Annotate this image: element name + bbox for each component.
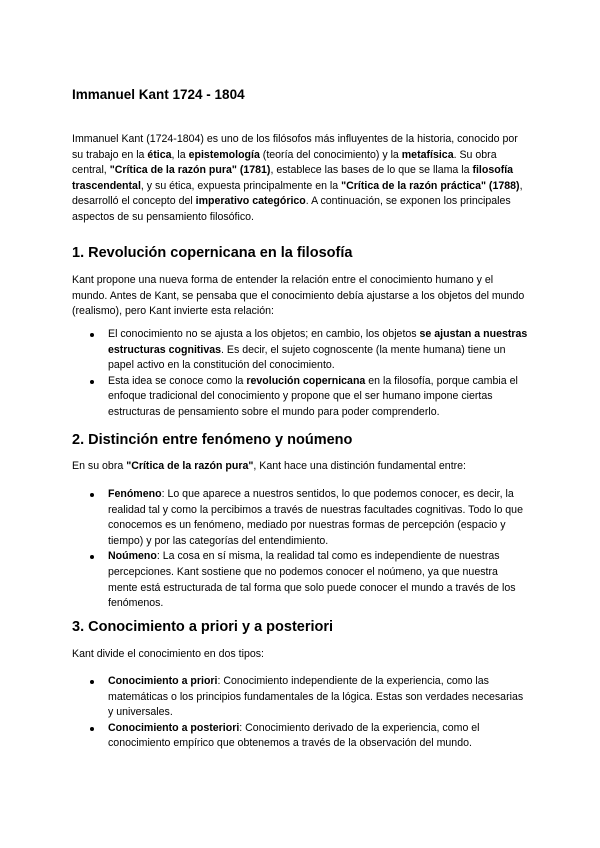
text-run: (teoría del conocimiento) y la [259, 148, 402, 161]
bold-text: Conocimiento a posteriori [108, 721, 240, 734]
text-run: Kant propone una nueva forma de entender la relación entre el conocimiento humano y el mundo. Antes de Kant, se pensaba que el conocimiento debía ajustarse a los objetos del mundo (realismo), pero Kant invierte esta relación: [72, 274, 525, 318]
list-item [72, 327, 530, 374]
text-run: , Kant hace una distinción fundamental entre: [253, 460, 466, 472]
list-item [72, 721, 530, 752]
text-run: , y su ética, expuesta principalmente en la [140, 179, 342, 192]
bold-text: Conocimiento a priori [108, 675, 218, 687]
bold-text: metafísica [401, 148, 454, 161]
list-item [72, 487, 530, 549]
list-item [72, 674, 530, 721]
bold-text: "Crítica de la razón pura" (1781) [109, 164, 271, 177]
bold-text: imperativo categórico [195, 195, 306, 208]
text-run: : Conocimiento derivado de la experiencia, como el conocimiento empírico que obtenemos a través de la observación del mundo. [108, 721, 480, 750]
text-run: , desarrolló el concepto del [72, 179, 523, 208]
bold-text: Noúmeno [108, 550, 157, 563]
section-2-paragraph [72, 459, 530, 475]
section-1-paragraph [72, 273, 530, 320]
section-1-heading: 1. Revolución copernicana en la filosofía [72, 245, 353, 261]
text-run: En su obra [72, 460, 127, 472]
text-run: : Conocimiento independiente de la experiencia, como las matemáticas o los principios fundamentales de la lógica. Estas son verdades necesarias y universales. [108, 675, 524, 719]
text-run: Esta idea se conoce como la [108, 374, 247, 387]
section-1-list [72, 327, 530, 421]
text-run: . Su obra central, [72, 148, 497, 177]
text-run: . A continuación, se exponen los principales aspectos de su pensamiento filosófico. [72, 195, 511, 223]
section-2-heading: 2. Distinción entre fenómeno y noúmeno [72, 432, 353, 448]
document-title: Immanuel Kant 1724 - 1804 [72, 87, 245, 102]
text-run: : Lo que aparece a nuestros sentidos, lo que podemos conocer, es decir, la realidad tal y como la percibimos a través de nuestras facultades cognitivas. Todo lo que conocemos es un fenómeno, mediado por nuestras formas de percepción (espacio y tiempo) y por las categorías del entendimiento. [108, 488, 523, 547]
bold-text: "Crítica de la razón pura" [126, 460, 254, 472]
text-run: , la [171, 148, 189, 161]
list-item [72, 549, 530, 611]
text-run: , establece las bases de lo que se llama la [270, 164, 473, 177]
bold-text: epistemología [188, 148, 260, 161]
text-run: Immanuel Kant (1724-1804) es uno de los filósofos más influyentes de la historia, conocido por su trabajo en la [72, 133, 518, 161]
text-run: El conocimiento no se ajusta a los objetos; en cambio, los objetos [108, 328, 420, 340]
section-3-paragraph [72, 647, 530, 663]
bold-text: Fenómeno [108, 488, 162, 500]
bold-text: revolución copernicana [246, 374, 366, 387]
intro-paragraph [72, 132, 530, 226]
section-3-heading: 3. Conocimiento a priori y a posteriori [72, 619, 334, 635]
section-2-list [72, 487, 530, 612]
bold-text: se ajustan a nuestras estructuras cognitivas [108, 328, 528, 356]
text-run: Kant divide el conocimiento en dos tipos: [72, 648, 264, 660]
bold-text: ética [147, 148, 172, 161]
bold-text: "Crítica de la razón práctica" (1788) [341, 179, 520, 192]
list-item [72, 374, 530, 421]
text-run: . Es decir, el sujeto cognoscente (la mente humana) tiene un papel activo en la constitución del conocimiento. [108, 343, 506, 372]
bold-text: filosofía trascendental [72, 164, 514, 192]
text-run: en la filosofía, porque cambia el enfoque tradicional del conocimiento y propone que el ser humano impone ciertas estructuras de pensamiento sobre el mundo para poder comprenderlo. [108, 374, 518, 418]
section-3-list [72, 674, 530, 752]
text-run: : La cosa en sí misma, la realidad tal como es independiente de nuestras percepciones. Kant sostiene que no podemos conocer el noúmeno, ya que nuestra mente está estructurada de tal forma que solo puede conocer el mundo a través de los fenómenos. [108, 550, 516, 610]
